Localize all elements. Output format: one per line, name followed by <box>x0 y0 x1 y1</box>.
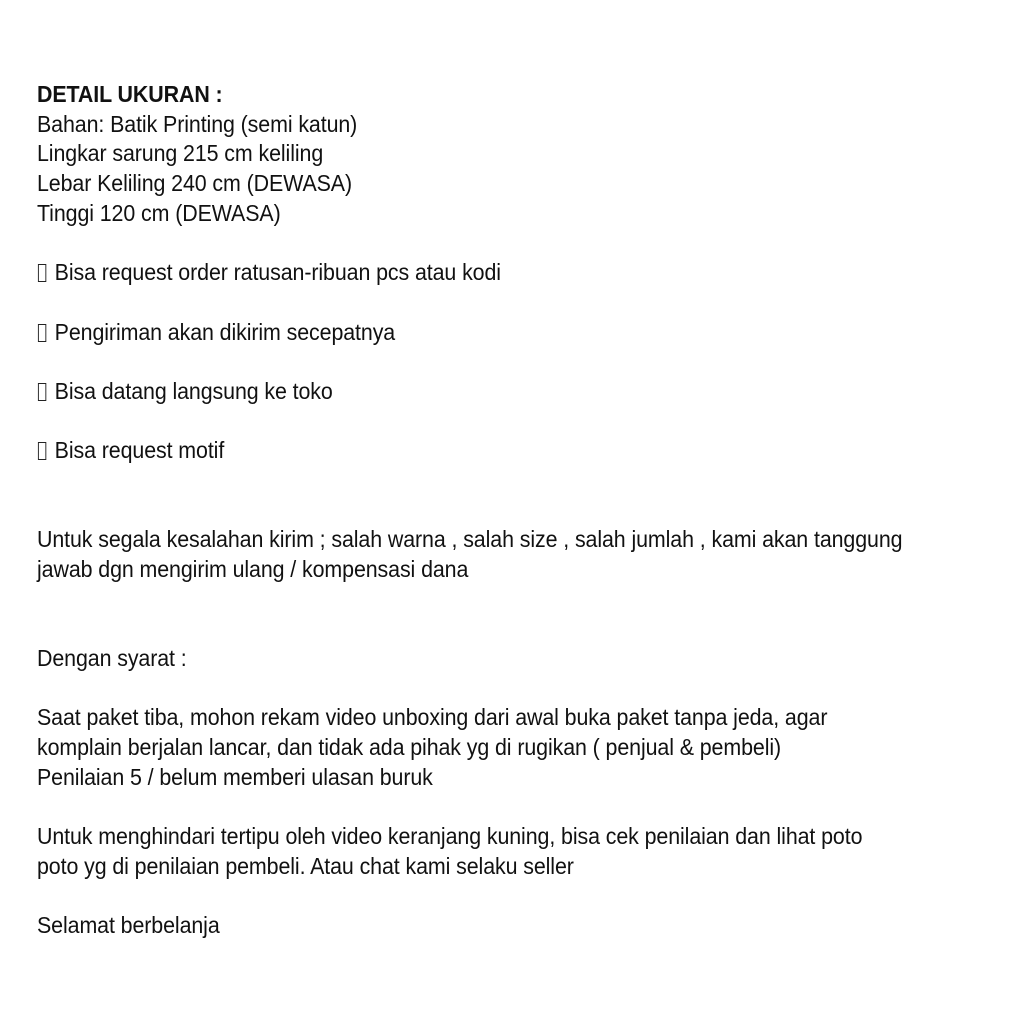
bullet-item <box>37 258 930 288</box>
guarantee-text: Untuk segala kesalahan kirim ; salah warna , salah size , salah jumlah , kami akan tanggung <box>37 526 903 553</box>
missing-glyph-icon <box>38 324 46 342</box>
spacer <box>37 466 997 496</box>
warning-text: poto yg di penilaian pembeli. Atau chat kami selaku seller <box>37 852 574 879</box>
missing-glyph-icon <box>38 264 46 282</box>
spec-circumference: Lingkar sarung 215 cm keliling <box>37 140 324 167</box>
bullet-item <box>37 377 930 407</box>
condition-text: Saat paket tiba, mohon rekam video unboxing dari awal buka paket tanpa jeda, agar <box>37 704 828 731</box>
spacer <box>37 614 997 644</box>
spacer <box>37 228 997 258</box>
spacer <box>37 347 997 377</box>
missing-glyph-icon <box>38 442 46 460</box>
section-heading: DETAIL UKURAN : <box>37 81 223 107</box>
warning-text: Untuk menghindari tertipu oleh video keranjang kuning, bisa cek penilaian dan lihat poto <box>37 823 863 850</box>
spacer <box>37 288 997 318</box>
spec-material: Bahan: Batik Printing (semi katun) <box>37 110 358 137</box>
conditions-title: Dengan syarat : <box>37 645 187 672</box>
spacer <box>37 496 997 526</box>
bullet-text: Bisa request motif <box>54 437 225 464</box>
bullet-item <box>37 318 930 348</box>
bullet-text: Pengiriman akan dikirim secepatnya <box>54 318 396 345</box>
bullet-item <box>37 436 930 466</box>
bullet-text: Bisa request order ratusan-ribuan pcs atau kodi <box>54 259 501 286</box>
condition-text: komplain berjalan lancar, dan tidak ada pihak yg di rugikan ( penjual & pembeli) <box>37 734 782 761</box>
spacer <box>37 407 997 437</box>
condition-text: Penilaian 5 / belum memberi ulasan buruk <box>37 763 433 790</box>
spacer <box>37 674 997 704</box>
spacer <box>37 793 997 823</box>
missing-glyph-icon <box>38 383 46 401</box>
spec-height: Tinggi 120 cm (DEWASA) <box>37 199 281 226</box>
product-description <box>37 80 997 941</box>
guarantee-text: jawab dgn mengirim ulang / kompensasi dana <box>37 556 469 582</box>
spacer <box>37 882 997 912</box>
bullet-text: Bisa datang langsung ke toko <box>54 377 333 404</box>
closing-text: Selamat berbelanja <box>37 912 220 939</box>
spacer <box>37 585 997 615</box>
spec-width: Lebar Keliling 240 cm (DEWASA) <box>37 170 353 197</box>
